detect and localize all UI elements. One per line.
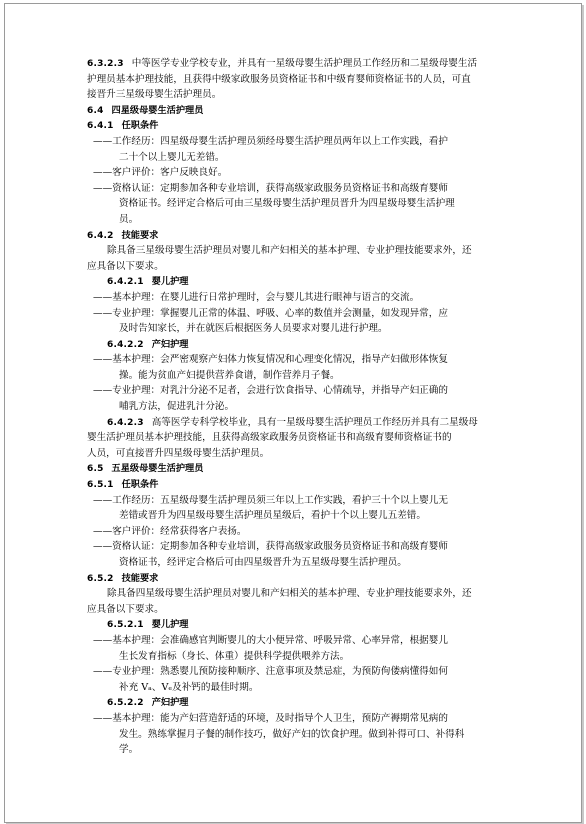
section-number: 6.4	[87, 105, 104, 116]
clause-number: 6.3.2.3	[87, 59, 124, 69]
dash-item: ——资格认证：定期参加各种专业培训，获得高级家政服务员资格证书和高级育婴师	[93, 541, 448, 553]
dash-item: ——专业护理：掌握婴儿正常的体温、呼吸、心率的数值并会测量，如发现异常，应	[93, 307, 448, 319]
section-title: 四星级母婴生活护理员	[111, 104, 204, 116]
subsection-number: 6.5.2.2	[107, 698, 144, 709]
document-body	[87, 56, 501, 758]
dash-item: ——基本护理：会准确感官判断婴儿的大小便异常、呼吸异常、心率异常，根据婴儿	[93, 634, 448, 646]
paragraph-line: 除具备三星级母婴生活护理员对婴儿和产妇相关的基本护理、专业护理技能要求外，还	[107, 245, 472, 257]
subsection-heading-6-5-2-1	[87, 617, 501, 633]
subsection-number: 6.5.2.1	[107, 620, 144, 631]
dash-item: ——工作经历：五星级母婴生活护理员须三年以上工作实践，看护三十个以上婴儿无	[93, 494, 448, 506]
dash-item-continued: 发生。熟练掌握月子餐的制作技巧，做好产妇的饮食护理。做到补得可口、补得科	[119, 728, 465, 740]
dash-item: ——基本护理：会严密观察产妇体力恢复情况和心理变化情况，指导产妇做形体恢复	[93, 354, 448, 366]
dash-item-continued: 哺乳方法，促进乳汁分泌。	[119, 401, 235, 413]
section-heading-6-4-2	[87, 228, 501, 244]
subsection-heading-6-5-2-2	[87, 695, 501, 711]
dash-item: ——客户评价：客户反映良好。	[93, 167, 228, 179]
dash-item-continued: 资格证书，经评定合格后可由四星级晋升为五星级母婴生活护理员。	[119, 557, 407, 568]
section-heading-6-5	[87, 461, 501, 477]
section-title: 技能要求	[121, 229, 159, 241]
text-line: 接晋升三星级母婴生活护理员。	[87, 89, 222, 101]
dash-item-continued: 补充 Vₐ、Vₑ及补钙的最佳时期。	[119, 681, 259, 693]
dash-item-continued: 二十个以上婴儿无差错。	[119, 151, 225, 163]
dash-item: ——专业护理：熟悉婴儿预防接种顺序、注意事项及禁忌症，为预防佝偻病懂得如何	[93, 666, 448, 678]
subsection-heading-6-4-2-2	[87, 337, 501, 353]
dash-item: ——基本护理：在婴儿进行日常护理时，会与婴儿其进行眼神与语言的交流。	[93, 291, 420, 303]
dash-item-continued: 操。能为贫血产妇提供营养食谱，制作营养月子餐。	[119, 369, 340, 381]
section-number: 6.5.1	[87, 480, 114, 491]
subsection-title: 产妇护理	[151, 338, 189, 350]
text-line: 应具备以下要求。	[87, 603, 164, 615]
clause-text: 中等医学专业学校专业，并具有一星级母婴生活护理员工作经历和二星级母婴生活	[131, 58, 478, 69]
section-title: 任职条件	[121, 479, 159, 491]
dash-item-continued: 及时告知家长，并在就医后根据医务人员要求对婴儿进行护理。	[119, 323, 388, 335]
dash-item-continued: 资格证书。经评定合格后可由三星级母婴生活护理员晋升为四星级母婴生活护理	[119, 198, 455, 210]
subsection-heading-6-4-2-1	[87, 274, 501, 290]
section-number: 6.5.2	[87, 573, 114, 584]
section-heading-6-5-1	[87, 477, 501, 493]
section-number: 6.5	[87, 464, 104, 475]
section-heading-6-5-2	[87, 571, 501, 587]
dash-item: ——客户评价：经常获得客户表扬。	[93, 525, 247, 537]
dash-item-continued: 差错或晋升为四星级母婴生活护理员星级后，看护十个以上婴儿五差错。	[119, 510, 426, 522]
section-number: 6.4.2	[87, 230, 114, 241]
dash-item: ——工作经历：四星级母婴生活护理员须经母婴生活护理员两年以上工作实践，看护	[93, 135, 448, 147]
section-title: 技能要求	[121, 572, 159, 584]
clause-text: 高等医学专科学校毕业，具有一星级母婴生活护理员工作经历并具有二星级母	[151, 416, 478, 428]
section-heading-6-4	[87, 103, 501, 119]
dash-item-continued: 生长发育指标（身长、体重）提供科学提供喂养方法。	[119, 650, 350, 662]
dash-item-continued: 员。	[119, 213, 139, 225]
dash-item: ——基本护理：能为产妇营造舒适的环境，及时指导个人卫生，预防产褥期常见病的	[93, 712, 448, 724]
subsection-title: 婴儿护理	[151, 619, 189, 631]
section-number: 6.4.1	[87, 121, 114, 132]
section-title: 任职条件	[121, 120, 159, 132]
text-line: 人员，可直接晋升四星级母婴生活护理员。	[87, 447, 270, 459]
section-heading-6-4-1	[87, 118, 501, 134]
section-title: 五星级母婴生活护理员	[111, 463, 204, 475]
text-line: 婴生活护理员基本护理技能，且获得高级家政服务员资格证书和高级育婴师资格证书的	[87, 432, 452, 444]
text-line: 应具备以下要求。	[87, 260, 164, 272]
subsection-number: 6.4.2.2	[107, 339, 144, 350]
text-line: 护理员基本护理技能，且获得中级家政服务员资格证书和中级育婴师资格证书的人员，可直	[87, 73, 471, 85]
clause-number: 6.4.2.3	[107, 417, 144, 428]
dash-item: ——资格认证：定期参加各种专业培训，获得高级家政服务员资格证书和高级育婴师	[93, 182, 448, 194]
dash-item-continued: 学。	[119, 744, 139, 756]
paragraph-line: 除具备四星级母婴生活护理员对婴儿和产妇相关的基本护理、专业护理技能要求外，还	[107, 588, 472, 600]
dash-item: ——专业护理：对乳汁分泌不足者，会进行饮食指导、心情疏导，并指导产妇正确的	[93, 385, 448, 397]
subsection-title: 婴儿护理	[151, 276, 189, 288]
clause-6-3-2-3	[87, 56, 501, 72]
subsection-title: 产妇护理	[151, 697, 189, 709]
clause-6-4-2-3	[87, 415, 501, 431]
subsection-number: 6.4.2.1	[107, 277, 144, 288]
